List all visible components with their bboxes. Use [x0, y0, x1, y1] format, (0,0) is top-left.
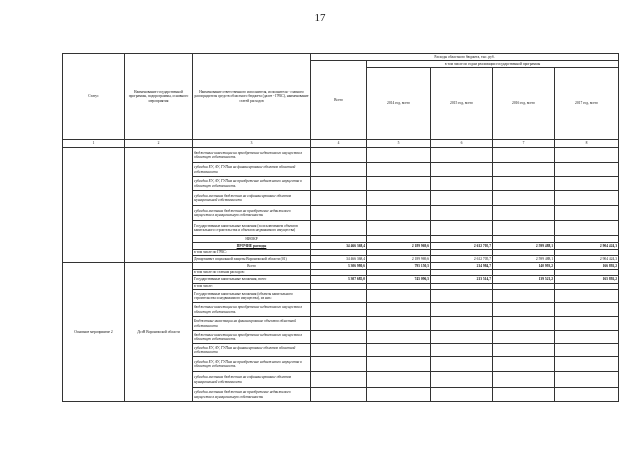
value-total	[311, 148, 367, 163]
value-y2016	[493, 163, 555, 177]
row-label: в том числе по ГРБС:	[193, 250, 311, 256]
value-y2014	[367, 372, 431, 388]
value-y2014	[367, 236, 431, 243]
value-y2017	[555, 148, 619, 163]
row-label: субсидии ЕУ, АУ, ГУПам на приобретение недвижимого имущества в областную собственность	[193, 357, 311, 372]
header-2014: 2014 год, всего	[367, 68, 431, 140]
row-label: НИОКР	[193, 236, 311, 243]
col-number: 6	[431, 140, 493, 148]
value-y2016	[493, 148, 555, 163]
program-cell-empty	[125, 148, 193, 263]
value-y2017: 2 904 424,3	[555, 256, 619, 263]
value-y2015: 213 514,7	[431, 276, 493, 284]
value-y2016	[493, 236, 555, 243]
value-y2014	[367, 331, 431, 344]
value-y2016: 2 599 488,1	[493, 256, 555, 263]
value-y2015: 2 612 705,7	[431, 256, 493, 263]
col-number: 4	[311, 140, 367, 148]
value-y2017	[555, 357, 619, 372]
header-executor: Наименование ответственного исполнителя, исполнителя - главного распорядителя средств областного бюджета (далее - ГРБС), наименование статей расходов	[193, 54, 311, 140]
value-y2014	[367, 206, 431, 221]
value-y2017	[555, 290, 619, 303]
value-y2015	[431, 357, 493, 372]
value-y2016	[493, 221, 555, 236]
value-y2014: 795 150,5	[367, 263, 431, 270]
value-y2017	[555, 388, 619, 402]
value-total	[311, 317, 367, 331]
row-label: Всего	[193, 263, 311, 270]
value-y2017	[555, 221, 619, 236]
value-y2015	[431, 344, 493, 357]
value-y2015	[431, 388, 493, 402]
col-number: 2	[125, 140, 193, 148]
value-total: 3 307 685,0	[311, 276, 367, 284]
value-y2015	[431, 317, 493, 331]
header-2016: 2016 год, всего	[493, 68, 555, 140]
value-y2015	[431, 236, 493, 243]
value-total	[311, 372, 367, 388]
row-label: субсидии местным бюджетам на приобретение недвижимого имущества в муниципальную собственность	[193, 206, 311, 221]
row-label: субсидии местным бюджетам на приобретение недвижимого имущества в муниципальную собственность	[193, 388, 311, 402]
value-y2016	[493, 303, 555, 317]
value-y2016	[493, 177, 555, 191]
value-y2016	[493, 388, 555, 402]
value-y2017	[555, 331, 619, 344]
value-y2015	[431, 303, 493, 317]
budget-table	[62, 53, 619, 402]
value-y2014	[367, 191, 431, 206]
value-y2015	[431, 148, 493, 163]
value-y2017	[555, 177, 619, 191]
value-y2014	[367, 177, 431, 191]
row-label: Государственные капитальные вложения (объекты капитального строительства и недвижимого имущества), из них:	[193, 290, 311, 303]
value-total	[311, 388, 367, 402]
value-total: 3 306 980,6	[311, 263, 367, 270]
value-y2015	[431, 177, 493, 191]
value-total	[311, 163, 367, 177]
table-row	[63, 263, 619, 270]
value-y2017	[555, 236, 619, 243]
header-subgroup: в том числе по годам реализации государственной программы	[367, 61, 619, 68]
value-y2015	[431, 206, 493, 221]
value-y2017: 165 892,2	[555, 276, 619, 284]
value-total	[311, 191, 367, 206]
value-y2017	[555, 372, 619, 388]
value-y2016	[493, 290, 555, 303]
row-label: субсидии ЕУ, АУ, ГУПам на финансирование объектов областной собственности	[193, 163, 311, 177]
value-total: 34 466 368,4	[311, 256, 367, 263]
header-budget-group: Расходы областного бюджета, тыс. руб.	[311, 54, 619, 61]
value-y2015	[431, 163, 493, 177]
header-2017: 2017 год, всего	[555, 68, 619, 140]
row-label: Бюджетные инвестиции на финансирование объектов областной собственности	[193, 317, 311, 331]
header-program: Наименование государственной программы, подпрограммы, основного мероприятия	[125, 54, 193, 140]
value-y2014: 745 096,5	[367, 276, 431, 284]
value-y2016	[493, 191, 555, 206]
value-y2017	[555, 191, 619, 206]
value-y2017: 166 892,2	[555, 263, 619, 270]
value-y2016	[493, 344, 555, 357]
value-y2014	[367, 344, 431, 357]
value-y2014: 2 189 969,6	[367, 243, 431, 250]
main-event-executor: ДсзН Воронежской области	[125, 263, 193, 402]
page-number: 17	[314, 12, 326, 24]
col-number: 7	[493, 140, 555, 148]
row-label: субсидии ЕУ, АУ, ГУПам на финансирование объектов областной собственности	[193, 344, 311, 357]
row-label: бюджетные инвестиции на приобретение недвижимого имущества в областную собственность	[193, 331, 311, 344]
value-total	[311, 206, 367, 221]
value-total	[311, 344, 367, 357]
value-y2016	[493, 206, 555, 221]
value-y2015	[431, 372, 493, 388]
value-y2017	[555, 344, 619, 357]
col-number: 5	[367, 140, 431, 148]
value-y2017	[555, 163, 619, 177]
value-total: 34 466 368,4	[311, 243, 367, 250]
value-y2014	[367, 163, 431, 177]
value-y2015	[431, 191, 493, 206]
value-y2016: 2 599 488,1	[493, 243, 555, 250]
main-event-status: Основное мероприятие 2	[63, 263, 125, 402]
value-total	[311, 221, 367, 236]
value-y2015	[431, 331, 493, 344]
value-y2016: 139 521,2	[493, 276, 555, 284]
value-total	[311, 303, 367, 317]
value-y2017	[555, 206, 619, 221]
value-y2017	[555, 303, 619, 317]
row-label: субсидии ЕУ, АУ, ГУПам на приобретение недвижимого имущества в областную собственность	[193, 177, 311, 191]
row-label: Департамент социальной защиты Воронежской области (01)	[193, 256, 311, 263]
row-label: субсидии местным бюджетам на софинансирование объектов муниципальной собственности	[193, 191, 311, 206]
value-y2014	[367, 148, 431, 163]
value-y2014	[367, 388, 431, 402]
value-y2014	[367, 221, 431, 236]
row-label: ПРОЧИЕ расходы	[193, 243, 311, 250]
header-status: Статус	[63, 54, 125, 140]
value-y2015: 2 612 705,7	[431, 243, 493, 250]
value-total	[311, 357, 367, 372]
value-y2015: 214 984,7	[431, 263, 493, 270]
row-label: Государственные капитальные вложения (за исключением объектов капитального строительства и объектов недвижимого имущества)	[193, 221, 311, 236]
value-y2016	[493, 331, 555, 344]
row-label: субсидии местным бюджетам на софинансирование объектов муниципальной собственности	[193, 372, 311, 388]
value-y2016	[493, 357, 555, 372]
header-2015: 2015 год, всего	[431, 68, 493, 140]
row-label: Государственные капитальные вложения, всего	[193, 276, 311, 284]
value-y2014	[367, 317, 431, 331]
value-y2015	[431, 221, 493, 236]
value-y2017: 2 904 424,3	[555, 243, 619, 250]
header-total: Всего	[311, 61, 367, 140]
value-total	[311, 290, 367, 303]
value-y2014: 2 189 969,6	[367, 256, 431, 263]
col-number: 8	[555, 140, 619, 148]
value-y2016	[493, 317, 555, 331]
value-y2016: 140 993,2	[493, 263, 555, 270]
row-label: бюджетные инвестиции на приобретение недвижимого имущества в областную собственность	[193, 148, 311, 163]
value-y2014	[367, 290, 431, 303]
value-y2014	[367, 357, 431, 372]
value-y2014	[367, 303, 431, 317]
value-y2017	[555, 317, 619, 331]
value-y2016	[493, 372, 555, 388]
row-label: в том числе:	[193, 284, 311, 290]
col-number: 1	[63, 140, 125, 148]
table-row	[63, 148, 619, 163]
status-cell-empty	[63, 148, 125, 263]
row-label: в том числе по статьям расходов:	[193, 270, 311, 276]
value-total	[311, 177, 367, 191]
value-total	[311, 331, 367, 344]
value-y2015	[431, 290, 493, 303]
table-body	[63, 148, 619, 402]
row-label: бюджетные инвестиции на приобретение недвижимого имущества в областную собственность	[193, 303, 311, 317]
col-number: 3	[193, 140, 311, 148]
value-total	[311, 236, 367, 243]
